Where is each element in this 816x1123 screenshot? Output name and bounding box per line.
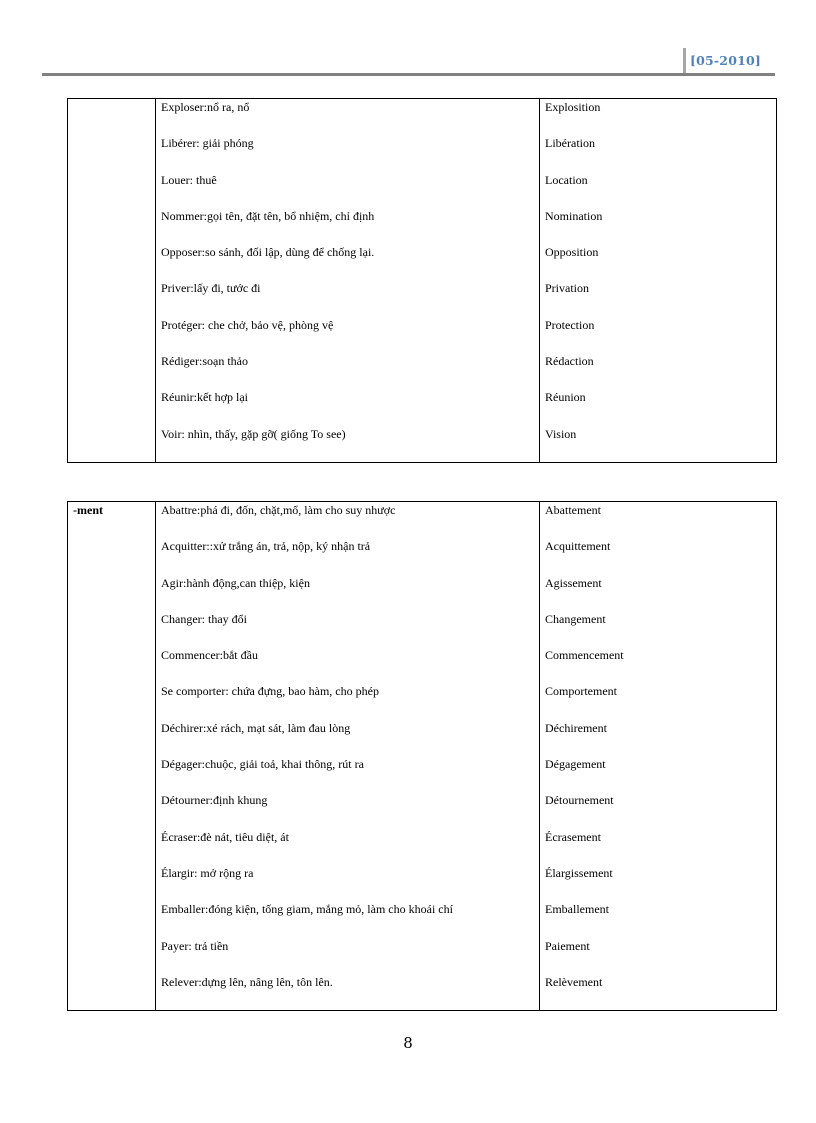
verbs-cell bbox=[156, 502, 540, 1011]
verb-entry: Priver:lấy đi, tước đi bbox=[161, 281, 261, 296]
noun-entry: Protection bbox=[545, 317, 595, 332]
suffix-cell bbox=[68, 99, 156, 463]
noun-entry: Commencement bbox=[545, 648, 624, 663]
suffix-label: -ment bbox=[73, 503, 103, 517]
nouns-cell bbox=[540, 99, 777, 463]
noun-entry: Relèvement bbox=[545, 974, 603, 989]
noun-entry: Libération bbox=[545, 136, 595, 151]
noun-entry: Réunion bbox=[545, 390, 586, 405]
verb-entry: Nommer:gọi tên, đặt tên, bổ nhiệm, chỉ định bbox=[161, 208, 375, 223]
noun-entry: Acquittement bbox=[545, 539, 611, 554]
noun-entry: Changement bbox=[545, 611, 606, 626]
noun-entry: Abattement bbox=[545, 503, 601, 517]
verb-entry: Agir:hành động,can thiệp, kiện bbox=[161, 575, 310, 590]
vocab-table-2 bbox=[67, 501, 777, 1011]
noun-entry: Élargissement bbox=[545, 865, 613, 880]
verb-entry: Rédiger:soạn thảo bbox=[161, 354, 248, 369]
verb-entry: Abattre:phá đi, đốn, chặt,mổ, làm cho suy nhược bbox=[161, 503, 396, 517]
noun-entry: Opposition bbox=[545, 245, 599, 260]
noun-entry: Emballement bbox=[545, 902, 609, 917]
noun-entry: Paiement bbox=[545, 938, 590, 953]
noun-entry: Détournement bbox=[545, 793, 614, 808]
table-row bbox=[68, 502, 777, 1011]
noun-entry: Écrasement bbox=[545, 829, 601, 844]
noun-entry: Vision bbox=[545, 426, 577, 441]
noun-entry: Dégagement bbox=[545, 757, 606, 772]
verb-entry: Changer: thay đổi bbox=[161, 611, 247, 626]
table-row bbox=[68, 99, 777, 463]
verb-entry: Emballer:đóng kiện, tống giam, mắng mỏ, làm cho khoái chí bbox=[161, 902, 453, 917]
noun-entry: Explosition bbox=[545, 100, 601, 114]
verb-entry: Déchirer:xé rách, mạt sát, làm đau lòng bbox=[161, 720, 351, 735]
header-rule bbox=[42, 73, 775, 76]
noun-entry: Privation bbox=[545, 281, 589, 296]
verb-entry: Libérer: giải phóng bbox=[161, 136, 254, 151]
verbs-cell bbox=[156, 99, 540, 463]
verb-entry: Élargir: mở rộng ra bbox=[161, 865, 254, 880]
verb-entry: Voir: nhìn, thấy, gặp gỡ( giống To see) bbox=[161, 426, 346, 441]
noun-entry: Comportement bbox=[545, 684, 617, 699]
noun-entry: Agissement bbox=[545, 575, 602, 590]
header-date: [05-2010] bbox=[690, 53, 762, 68]
noun-entry: Location bbox=[545, 172, 588, 187]
vocab-table-1 bbox=[67, 98, 777, 463]
verb-entry: Payer: trả tiền bbox=[161, 938, 229, 953]
verb-entry: Louer: thuê bbox=[161, 172, 217, 187]
verb-entry: Acquitter::xử trắng án, trả, nộp, ký nhận trả bbox=[161, 539, 371, 554]
verb-entry: Relever:dựng lên, nâng lên, tôn lên. bbox=[161, 974, 333, 989]
suffix-cell bbox=[68, 502, 156, 1011]
verb-entry: Écraser:đè nát, tiêu diệt, át bbox=[161, 829, 289, 844]
noun-entry: Déchirement bbox=[545, 720, 607, 735]
verb-entry: Exploser:nổ ra, nổ bbox=[161, 100, 250, 114]
verb-entry: Dégager:chuộc, giải toả, khai thông, rút ra bbox=[161, 757, 364, 772]
noun-entry: Rédaction bbox=[545, 354, 594, 369]
noun-entry: Nomination bbox=[545, 208, 603, 223]
verb-entry: Réunir:kết hợp lại bbox=[161, 390, 248, 405]
verb-entry: Commencer:bắt đầu bbox=[161, 648, 258, 663]
page-number: 8 bbox=[403, 1034, 413, 1052]
verb-entry: Protéger: che chở, bảo vệ, phòng vệ bbox=[161, 317, 334, 332]
verb-entry: Opposer:so sánh, đối lập, dùng để chống lại. bbox=[161, 245, 375, 260]
verb-entry: Se comporter: chứa đựng, bao hàm, cho phép bbox=[161, 684, 379, 699]
nouns-cell bbox=[540, 502, 777, 1011]
verb-entry: Détourner:định khung bbox=[161, 793, 268, 808]
